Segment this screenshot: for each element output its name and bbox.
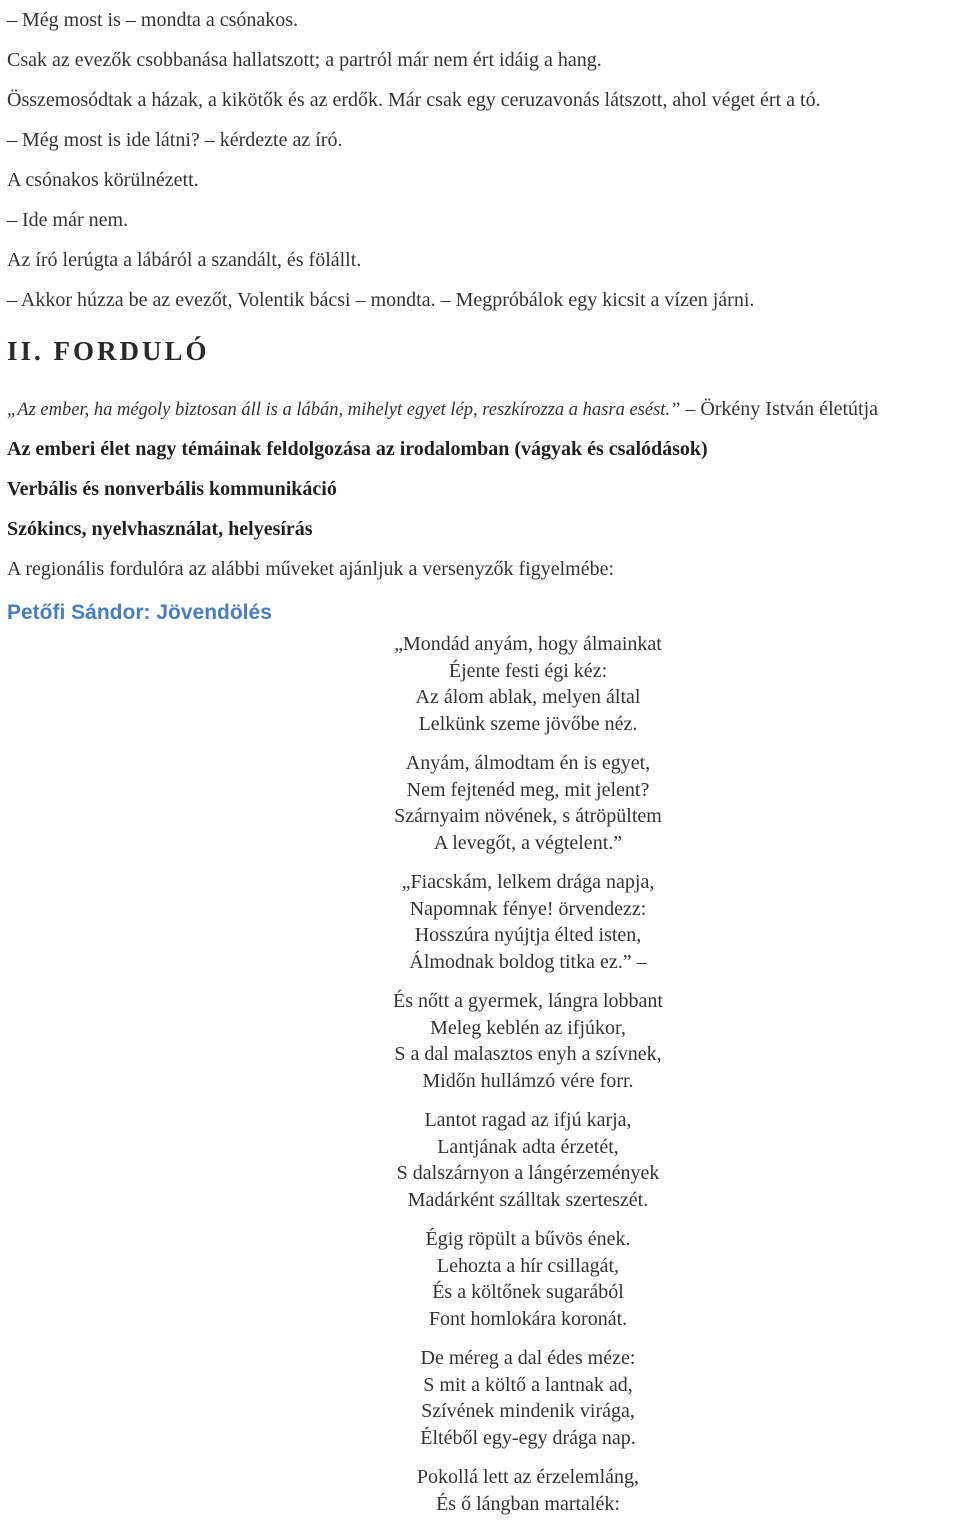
stanza [278, 1345, 778, 1451]
stanza [278, 631, 778, 737]
poem-line: És ő lángban martalék: [436, 1492, 620, 1515]
poem-line: De méreg a dal édes méze: [420, 1347, 636, 1369]
topic-heading: Szókincs, nyelvhasználat, helyesírás [7, 518, 313, 540]
poem-line: Égig röpült a bűvös ének. [425, 1228, 631, 1250]
prose-line: – Még most is – mondta a csónakos. [7, 9, 299, 31]
poem [278, 631, 778, 1530]
poem-heading: Petőfi Sándor: Jövendölés [7, 601, 272, 624]
poem-line: Éltéből egy-egy drága nap. [420, 1426, 636, 1449]
prose-line: – Ide már nem. [7, 209, 129, 231]
poem-line: Meleg keblén az ifjúkor, [430, 1016, 626, 1039]
stanza [278, 750, 778, 856]
poem-line: „Fiacskám, lelkem drága napja, [401, 871, 655, 893]
poem-line: Pokollá lett az érzelemláng, [416, 1466, 640, 1488]
poem-line: Álmodnak boldog titka ez.” – [409, 950, 647, 973]
topic-heading: Az emberi élet nagy témáinak feldolgozása az irodalomban (vágyak és csalódások) [7, 438, 708, 460]
poem-line: Lehozta a hír csillagát, [436, 1254, 620, 1277]
round-description [7, 389, 957, 589]
poem-line: A levegőt, a végtelent.” [433, 831, 623, 854]
motto-quote: „Az ember, ha mégoly biztosan áll is a lábán, mihelyt egyet lép, reszkírozza a hasra esést.” [7, 400, 681, 420]
poem-line: S a dal malasztos enyh a szívnek, [394, 1043, 662, 1065]
topic-heading: Verbális és nonverbális kommunikáció [7, 478, 337, 500]
poem-line: Midőn hullámzó vére forr. [422, 1069, 634, 1092]
poem-line: S dalszárnyon a lángérzemények [396, 1162, 660, 1184]
prose-line: – Még most is ide látni? – kérdezte az író. [7, 129, 343, 151]
stanza [278, 869, 778, 975]
poem-line: Szívének mindenik virága, [421, 1400, 635, 1422]
stanza [278, 1107, 778, 1213]
prose-line: A csónakos körülnézett. [7, 169, 199, 191]
poem-line: És nőtt a gyermek, lángra lobbant [393, 990, 663, 1012]
poem-line: Nem fejtenéd meg, mit jelent? [406, 778, 650, 801]
motto-source: – Örkény István életútja [680, 398, 879, 420]
poem-line: Lelkünk szeme jövőbe néz. [418, 712, 638, 735]
poem-line: S mit a költő a lantnak ad, [423, 1373, 633, 1396]
poem-line: Az álom ablak, melyen által [415, 686, 641, 708]
prose-line: Csak az evezők csobbanása hallatszott; a partról már nem ért idáig a hang. [7, 49, 602, 71]
prose-line: Az író lerúgta a lábáról a szandált, és fölállt. [7, 249, 362, 271]
story-excerpt [7, 0, 957, 320]
poem-line: Lantot ragad az ifjú karja, [424, 1109, 632, 1131]
prose-line: Összemosódtak a házak, a kikötők és az erdők. Már csak egy ceruzavonás látszott, ahol véget ért a tó. [7, 89, 821, 111]
poem-line: Madárként szálltak szerteszét. [407, 1188, 649, 1211]
stanza [278, 1464, 778, 1517]
prose-line: – Akkor húzza be az evezőt, Volentik bácsi – mondta. – Megpróbálok egy kicsit a vízen járni. [7, 289, 755, 311]
stanza [278, 988, 778, 1094]
poem-line: Lantjának adta érzetét, [437, 1135, 619, 1158]
poem-line: Font homlokára koronát. [428, 1307, 628, 1330]
poem-line: És a költőnek sugarából [432, 1281, 624, 1303]
section-title: II. FORDULÓ [7, 336, 210, 366]
reading-list-intro: A regionális fordulóra az alábbi műveket ajánljuk a versenyzők figyelmébe: [7, 558, 615, 580]
stanza [278, 1226, 778, 1332]
poem-line: Hosszúra nyújtja élted isten, [414, 924, 642, 946]
motto [7, 389, 957, 429]
poem-line: Szárnyaim növének, s átröpültem [394, 805, 662, 827]
poem-line: „Mondád anyám, hogy álmainkat [394, 633, 662, 655]
poem-line: Anyám, álmodtam én is egyet, [405, 752, 651, 774]
poem-line: Éjente festi égi kéz: [448, 659, 608, 682]
poem-line: Napomnak fénye! örvendezz: [409, 897, 647, 920]
